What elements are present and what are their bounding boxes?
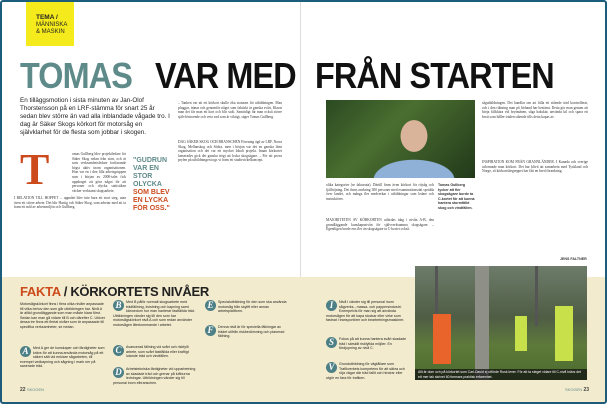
headline-word-2: VAR MED bbox=[155, 55, 296, 96]
level-f-text: Denna nivå är för speciella fällningar av trädet utifrån riskbedömning och planerad fällning. bbox=[218, 325, 285, 339]
article-column-2b: DAG SÄKER SKOG OCH BRANSCHEN Förening ägd av LRF, Norra Skog, Mellanskog och Södra, men i början var det en ganska liten organisation och det var ett mycket lokalt projekt. Innan körkortet lanserades gick det ganska trögt att locka skogsägare. – För att prova prylen på utbildningen togs vi fram ett studiecirkelkoncept. bbox=[178, 140, 282, 163]
level-s-text: Fokus på att kunna hantera svårt skadade träd i särskilt riskfyllda miljöer. En fördjupning av nivå C. bbox=[339, 337, 407, 351]
page-number-left bbox=[20, 387, 44, 393]
magazine-name-left: SKOGEN bbox=[26, 387, 45, 392]
fakta-level-a bbox=[20, 346, 106, 369]
article-column-3b: MAJORITETEN AV KÖRKORTEN utfärdas idag i nivån A-B, den grundläggande kunskapsnivån för självverksamma skogsägare. – Egentligen borde ens fler än skogsägare ta C-kortet också. bbox=[326, 218, 434, 232]
level-v-badge: V bbox=[326, 362, 337, 373]
article-column-4b: INSPIRATION KOM FRÅN GRANNLÄNDER. I Kanada och sverige utformade man körkort. Det har blivit att samarbeta med Tyskland och Norge, så körkortsbegreppet har fått en bred förankring. bbox=[482, 160, 588, 174]
fakta-intro: Motorsågskörkort finns i flera olika nivåer anpassade till vilka behov den som går utbildningen har. Nivå A är alltid grundläggande som man måste klara först. Sedan kan man gå vidare till B och därefter C. Utöver dessa tre finns ett flertal nivåer som är anpassade till specifika verksamheter, se nedan. bbox=[20, 302, 106, 329]
article-column-2: – Tanken var att ett körkort skulle öka statusen för utbildningen. Man pluggar, tränar och genomför något som faktiskt är ganska svårt. Klarar man det får man ett kort och blir stolt. Samtidigt får man också större självförtroende och veta vad som är viktigt, säger Tomas Gullberg. bbox=[178, 101, 282, 119]
page-right-num: 23 bbox=[583, 387, 590, 393]
fakta-level-v bbox=[326, 362, 408, 380]
lead-paragraph: En tilläggsmotion i sista minuten av Jan-Olof Thorstensson på en LRF-stämma för snart 25 år sedan blev större än vad alla inblandade vågade tro. I dag är Säker Skogs körkort för motorsåg en självklarhet för de flesta som jobbar i skogen. bbox=[20, 97, 170, 136]
pull-quote-part-2: SOM BLEV EN LYCKA FÖR OSS." bbox=[133, 189, 170, 212]
fakta-level-i bbox=[326, 300, 408, 323]
level-b-text: Med B påför normalt skogsarbete med trädfällning, kvistning och kapning samt kännedom hur man hanterar fastfällda träd. Utbildningen vänder sig till den som har motorsågskörkort nivå A och som redan använder motorsågen återkommande i arbetet. bbox=[113, 300, 195, 327]
level-d-text: Arbetstekniska färdigheter vid upparbetning av skadade träd och grenar på luftburna ledningar. Utbildningen vänder sig till personal inom elbranschen. bbox=[113, 367, 196, 385]
pull-quote bbox=[133, 157, 173, 213]
level-e-badge: E bbox=[205, 300, 216, 311]
fakta-title: KÖRKORTETS NIVÅER bbox=[70, 284, 209, 299]
photo-caption: Tomas Gullberg tycker att fler skogsägare borde ta C-kortet för att kunna hantera stormfälld skog och vindfällen. bbox=[438, 183, 475, 210]
fakta-level-f bbox=[205, 325, 291, 339]
level-b-badge: B bbox=[113, 300, 124, 311]
fakta-slash: / bbox=[63, 284, 68, 299]
pull-quote-part-1: "GUDRUN VAR EN STOR OLYCKA bbox=[133, 157, 168, 188]
fakta-level-d bbox=[113, 367, 199, 385]
article-column-3: olika kategorier (se faktaruta). Därtill finns även körkort för röjsåg och fjällröjning. Det finns omkring 300 personer med examinationsrätt spridda över landet, och många fler medverkar i utbildningar som ledare och instruktörer. bbox=[326, 183, 434, 201]
headline-word-1: TOMAS bbox=[20, 55, 132, 96]
article-column-1: omas Gullberg blev projektledare för Säker Skog redan från start, och är som verksamhetsledare fortfarande högst aktiv inom organisationen. Hon var en i den lilla arbetsgruppen som i början av 2000-talet fick uppdraget att göra något för att personer och olycka statistiken väcker verksamt skogsarbete. bbox=[72, 152, 126, 193]
section-tema: TEMA / bbox=[36, 14, 58, 21]
level-d-badge: D bbox=[113, 367, 124, 378]
section-tag bbox=[26, 2, 74, 46]
drop-cap: T bbox=[20, 145, 50, 194]
level-e-text: Specialutbildning för den som ska använda motorsåg från skylift eller annan arbetsplattform. bbox=[218, 300, 287, 314]
section-subtitle: MÄNNISKA bbox=[36, 22, 68, 28]
level-f-badge: F bbox=[205, 325, 216, 336]
level-c-badge: C bbox=[113, 345, 124, 356]
level-s-badge: S bbox=[326, 337, 337, 348]
page-number-right bbox=[565, 387, 589, 393]
magazine-name-right: SKOGEN bbox=[565, 387, 583, 392]
level-a-text: Med A ger de kunskaper och färdigheter som krävs för att kunna använda motorsåg på ett säkert sätt vid enklare sågarbeten, till exempel vedkapning och sågning i mark ner på sanerade träd. bbox=[20, 346, 105, 369]
level-c-text: Avancerad fällning vid svårt och riskfyllt arbete, som svårt fastfällda eller kraftigt lutande träd och vindfällen. bbox=[126, 345, 189, 359]
article-column-1b: I RELATION TILL HOPPET ... uppnået blev inte bara ett stort steg, utan även ett större arbete. Det blir Hurtig och Säker Skog, som arbetar med att ta fram ett mål av arbetsmiljön och Gullberg. bbox=[14, 196, 126, 210]
level-i-text: Nivå I vänder sig till personal inom sågverks-, massa- och pappersindustri. Exempelvis för man sig att använda motorsågen för att kapa stockar eller virke som fastnat i transportörer och bearbetningsmaskiner. bbox=[326, 300, 405, 323]
fakta-level-c bbox=[113, 345, 199, 359]
fakta-level-b bbox=[113, 300, 199, 328]
byline: JENS FALTNER bbox=[560, 257, 587, 261]
level-v-text: Grundutbildning för vägtåliare som Trafikverkets kompetens för att säkra och röja vägar där träd fallit och hindrar eller utgör en fara för trafiken. bbox=[326, 362, 405, 380]
photo-caption-2: Allt är dom och på körkortet som Carl-David ej utförde Rusk lever. För att ta steget vidare till C-nivå krävs det ett mer tak skrivet 60 timmars praktisk erfarenhet. bbox=[415, 369, 587, 380]
section-subtitle-2: & MASKIN bbox=[36, 29, 65, 35]
fakta-heading bbox=[20, 284, 209, 299]
forest-training-photo bbox=[415, 266, 587, 380]
fakta-level-e bbox=[205, 300, 291, 314]
page-left-num: 22 bbox=[20, 387, 26, 393]
level-a-badge: A bbox=[20, 346, 31, 357]
fakta-level-s bbox=[326, 337, 408, 351]
article-column-4: sågutbildningen. Det handlar om att fälla ett stående träd kontrollerat, och i den riktning man på förhand har bestämt. Detta gör man genom att börja fällskära vid brytmånen, såga hakskär, använda kil och spara ett brott som håller träden stående tills detta kapas av. bbox=[482, 101, 588, 119]
level-i-badge: I bbox=[326, 300, 337, 311]
fakta-label: FAKTA bbox=[20, 284, 61, 299]
headline-word-3: FRÅN STARTEN bbox=[315, 55, 554, 96]
portrait-photo bbox=[326, 100, 475, 178]
